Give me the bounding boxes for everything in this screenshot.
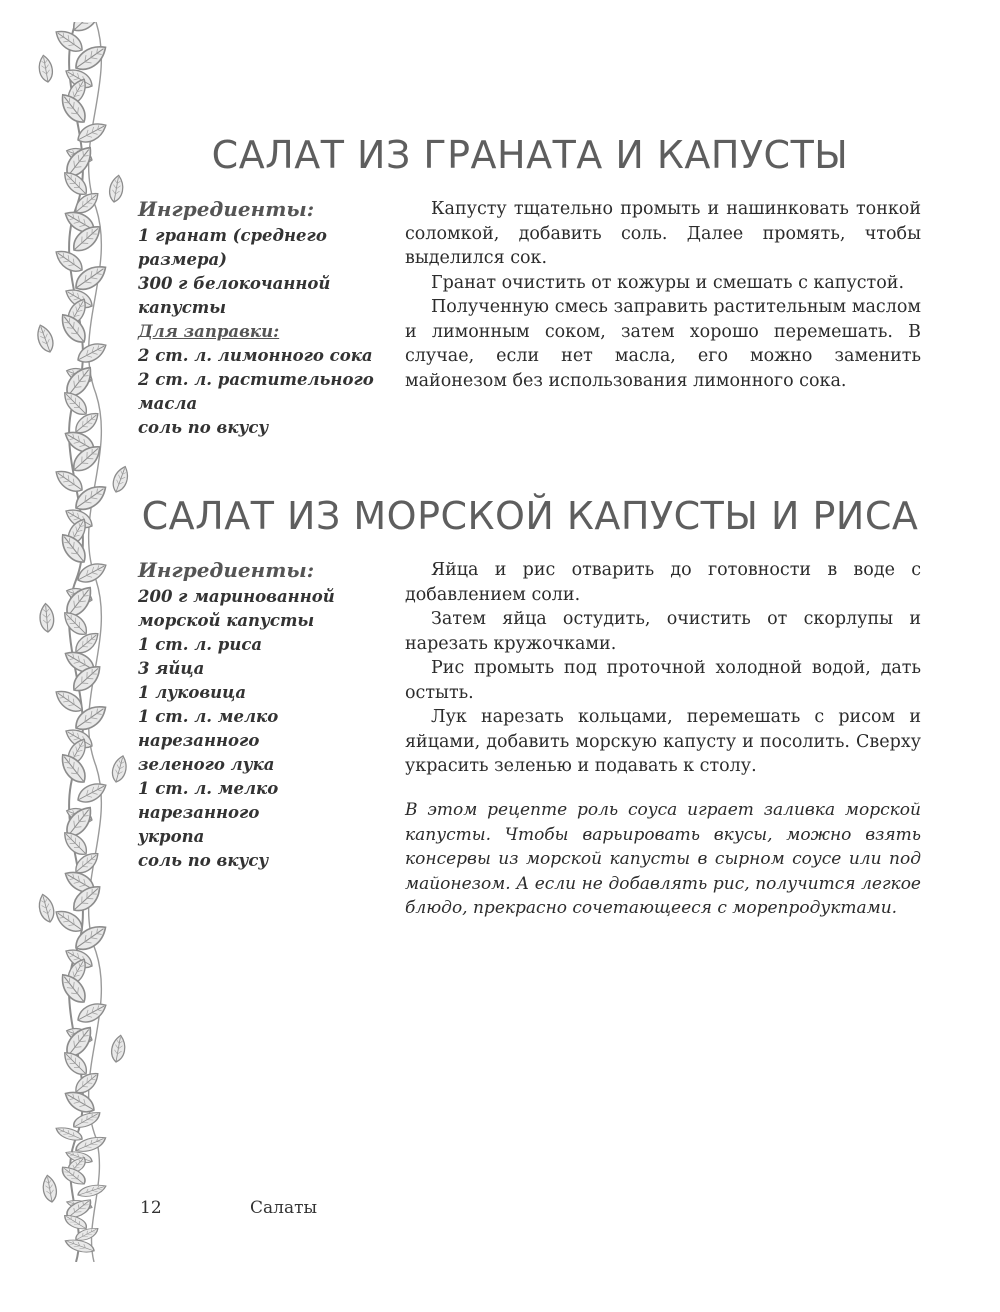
ingredient-item: 2 ст. л. лимонного сока (138, 346, 373, 365)
ingredient-item: укропа (138, 827, 205, 846)
recipe-2-ingredients (138, 557, 393, 873)
ingredient-item: зеленого лука (138, 755, 275, 774)
ingredient-item: капусты (138, 298, 227, 317)
ingredient-item: морской капусты (138, 611, 315, 630)
method-paragraph: Полученную смесь заправить растительным маслом и лимонным соком, затем хорошо перемешать. В случае, если нет масла, его можно заменить майонезом без использования лимонного сока. (405, 297, 921, 391)
recipe-1-title: САЛАТ ИЗ ГРАНАТА И КАПУСТЫ (211, 133, 849, 177)
ingredients-heading: Ингредиенты: (138, 197, 315, 221)
method-paragraph: Капусту тщательно промыть и нашинковать тонкой соломкой, добавить соль. Далее промять, чтобы выделился сок. (405, 199, 921, 268)
leaf-ornament-border (36, 22, 132, 1262)
ingredient-item: соль по вкусу (138, 418, 269, 437)
recipe-1-ingredients (138, 196, 393, 440)
section-name: Салаты (250, 1198, 318, 1218)
recipe-2-note: В этом рецепте роль соуса играет заливка морской капусты. Чтобы варьировать вкусы, можно взять консервы из морской капусты в сырном соусе или под майонезом. А если не добавлять рис, получится легкое блюдо, прекрасно сочетающееся с морепродуктами. (405, 800, 921, 918)
ingredient-item: 2 ст. л. растительного (138, 370, 374, 389)
ingredient-item: 200 г маринованной (138, 587, 335, 606)
method-paragraph: Рис промыть под проточной холодной водой, дать остыть. (405, 658, 921, 703)
ingredient-item: размера) (138, 250, 227, 269)
recipe-1-method (405, 197, 921, 393)
ingredient-item: 300 г белокочанной (138, 274, 331, 293)
ingredient-item: 1 ст. л. риса (138, 635, 263, 654)
method-paragraph: Яйца и рис отварить до готовности в воде с добавлением соли. (405, 560, 921, 605)
page-number: 12 (140, 1198, 162, 1218)
recipe-2-title: САЛАТ ИЗ МОРСКОЙ КАПУСТЫ И РИСА (141, 494, 919, 538)
ingredient-item: 1 ст. л. мелко нарезанного (138, 707, 279, 750)
ingredient-item: масла (138, 394, 198, 413)
method-paragraph: Лук нарезать кольцами, перемешать с рисом и яйцами, добавить морскую капусту и посолить. Сверху украсить зеленью и подавать к столу. (405, 707, 921, 776)
ingredient-item: 1 гранат (среднего (138, 226, 327, 245)
method-paragraph: Гранат очистить от кожуры и смешать с капустой. (431, 272, 905, 293)
recipe-2-method (405, 558, 921, 779)
method-paragraph: Затем яйца остудить, очистить от скорлупы и нарезать кружочками. (405, 609, 921, 654)
dressing-heading: Для заправки: (138, 322, 280, 341)
ingredient-item: соль по вкусу (138, 851, 269, 870)
ingredients-heading: Ингредиенты: (138, 558, 315, 582)
ingredient-item: 3 яйца (138, 659, 205, 678)
ingredient-item: 1 ст. л. мелко нарезанного (138, 779, 279, 822)
ingredient-item: 1 луковица (138, 683, 247, 702)
